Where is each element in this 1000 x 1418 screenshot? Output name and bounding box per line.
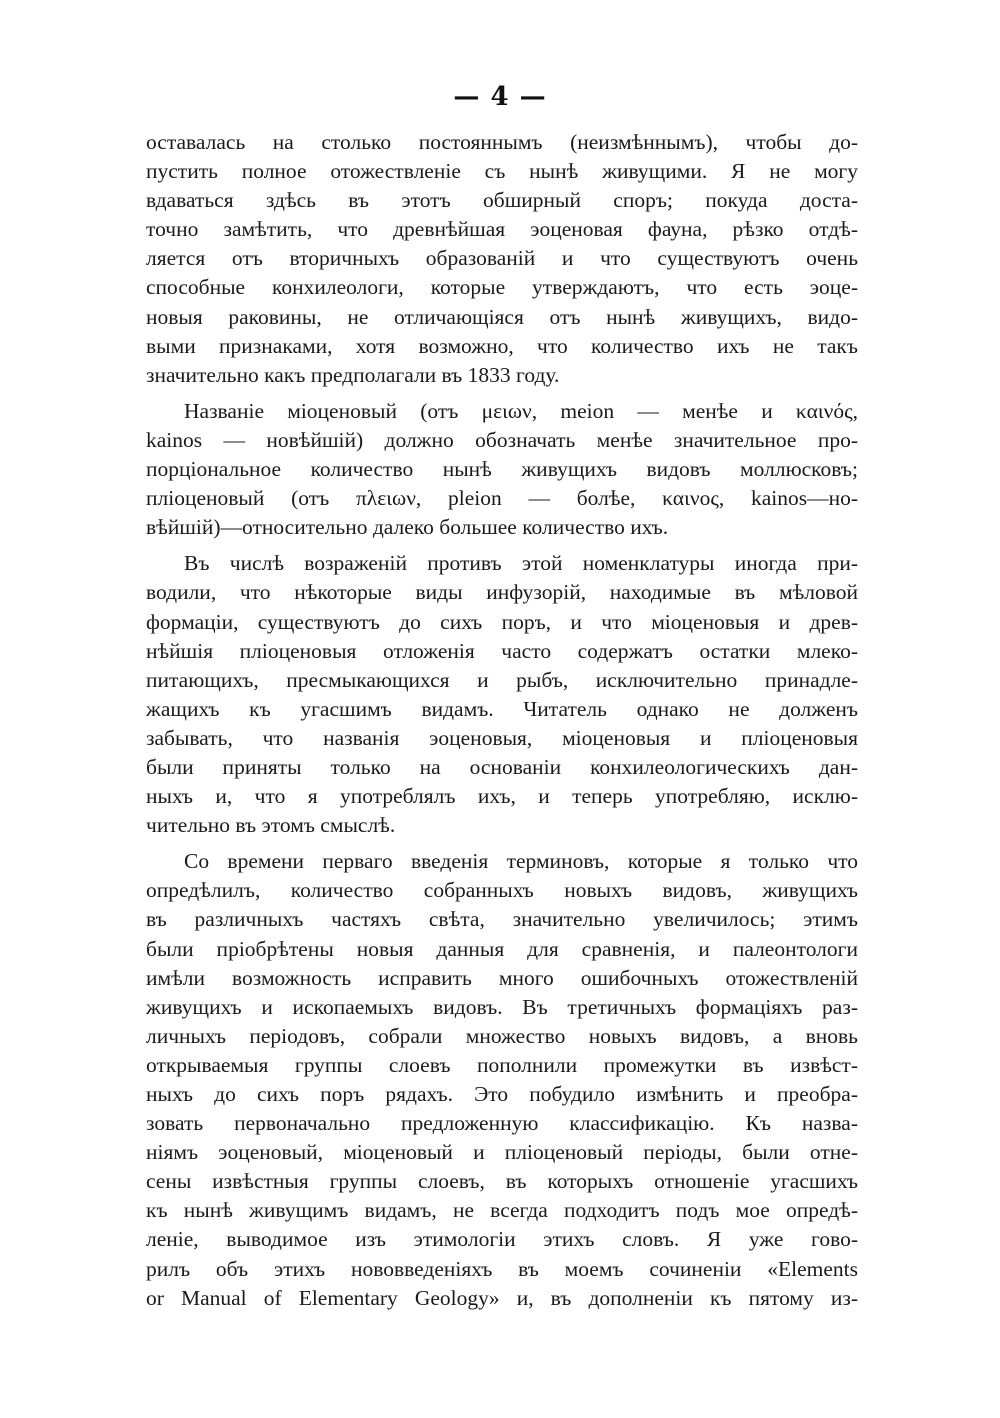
text-line: зовать первоначально предложенную классификацію. Къ назва- <box>146 1111 858 1136</box>
text-line: Въ числѣ возраженій противъ этой номенклатуры иногда при- <box>184 551 858 576</box>
text-line: водили, что нѣкоторые виды инфузорій, находимые въ мѣловой <box>146 580 858 605</box>
text-line: оставалась на столько постояннымъ (неизмѣннымъ), чтобы до- <box>146 130 858 154</box>
text-line: питающихъ, пресмыкающихся и рыбъ, исключительно принадле- <box>146 667 858 692</box>
text-line: ляется отъ вторичныхъ образованій и что существуютъ очень <box>146 246 858 271</box>
text-line: къ нынѣ живущимъ видамъ, не всегда подходитъ подъ мое опредѣ- <box>146 1198 858 1223</box>
text-line: вѣйшій)—относительно далеко большее количество ихъ. <box>146 515 669 540</box>
text-line: значительно какъ предполагали въ 1833 году. <box>146 362 560 387</box>
text-line: выми признаками, хотя возможно, что количество ихъ не такъ <box>146 333 858 358</box>
text-line: пліоценовый (отъ πλειων, pleion — болѣе, καινος, kainos—но- <box>146 486 858 511</box>
text-line: рилъ объ этихъ нововведеніяхъ въ моемъ сочиненіи «Elements <box>146 1256 858 1281</box>
text-line: ныхъ и, что я употреблялъ ихъ, и теперь употребляю, исклю- <box>146 784 858 809</box>
text-line: формаціи, существуютъ до сихъ поръ, и что міоценовыя и древ- <box>146 609 858 634</box>
text-line: нѣйшія пліоценовыя отложенія часто содержатъ остатки млеко- <box>146 638 858 663</box>
text-line: имѣли возможность исправить много ошибочныхъ отожествленій <box>146 965 858 990</box>
text-line: живущихъ и ископаемыхъ видовъ. Въ третичныхъ формаціяхъ раз- <box>146 994 858 1019</box>
text-line: были пріобрѣтены новыя данныя для сравненія, и палеонтологи <box>146 936 858 961</box>
text-line: or Manual of Elementary Geology» и, въ дополненіи къ пятому из- <box>146 1285 858 1310</box>
paragraph-objections <box>146 549 858 840</box>
text-line: открываемыя группы слоевъ пополнили промежутки въ извѣст- <box>146 1052 858 1077</box>
text-line: забывать, что названія эоценовыя, міоценовыя и пліоценовыя <box>146 725 858 750</box>
paragraph-since-introduction <box>146 847 858 1313</box>
text-line: порціональное количество нынѣ живущихъ видовъ моллюсковъ; <box>146 457 858 482</box>
text-line: новыя раковины, не отличающіяся отъ нынѣ живущихъ, видо- <box>146 304 858 329</box>
text-line: Со времени перваго введенія терминовъ, которые я только что <box>184 849 858 874</box>
text-line: опредѣлилъ, количество собранныхъ новыхъ видовъ, живущихъ <box>146 878 858 903</box>
text-line: жащихъ къ угасшимъ видамъ. Читатель однако не долженъ <box>146 696 858 721</box>
page-number: — 4 — <box>453 82 547 112</box>
text-line: ныхъ до сихъ поръ рядахъ. Это побудило измѣнить и преобра- <box>146 1082 858 1106</box>
text-line: способные конхилеологи, которые утверждаютъ, что есть эоце- <box>146 275 858 300</box>
text-line: были приняты только на основаніи конхилеологическихъ дан- <box>146 754 858 779</box>
text-line: ніямъ эоценовый, міоценовый и пліоценовый періоды, были отне- <box>146 1140 858 1165</box>
body-text <box>146 128 858 1313</box>
text-line: чительно въ этомъ смыслѣ. <box>146 813 396 838</box>
paragraph-continuation <box>146 128 858 390</box>
paragraph-miocene <box>146 397 858 542</box>
text-line: Названіе міоценовый (отъ μειων, meion — менѣе и καινός, <box>184 398 858 423</box>
text-line: въ различныхъ частяхъ свѣта, значительно увеличилось; этимъ <box>146 907 858 932</box>
text-line: личныхъ періодовъ, собрали множество новыхъ видовъ, а вновь <box>146 1023 858 1048</box>
text-line: kainos — новѣйшій) должно обозначать менѣе значительное про- <box>146 427 858 452</box>
text-line: пустить полное отожествленіе съ нынѣ живущими. Я не могу <box>146 159 858 184</box>
text-line: вдаваться здѣсь въ этотъ обширный споръ; покуда доста- <box>146 188 858 213</box>
text-line: точно замѣтить, что древнѣйшая эоценовая фауна, рѣзко отдѣ- <box>146 217 858 242</box>
text-line: леніе, выводимое изъ этимологіи этихъ словъ. Я уже гово- <box>146 1227 858 1252</box>
text-line: сены извѣстныя группы слоевъ, въ которыхъ отношеніе угасшихъ <box>146 1169 858 1194</box>
